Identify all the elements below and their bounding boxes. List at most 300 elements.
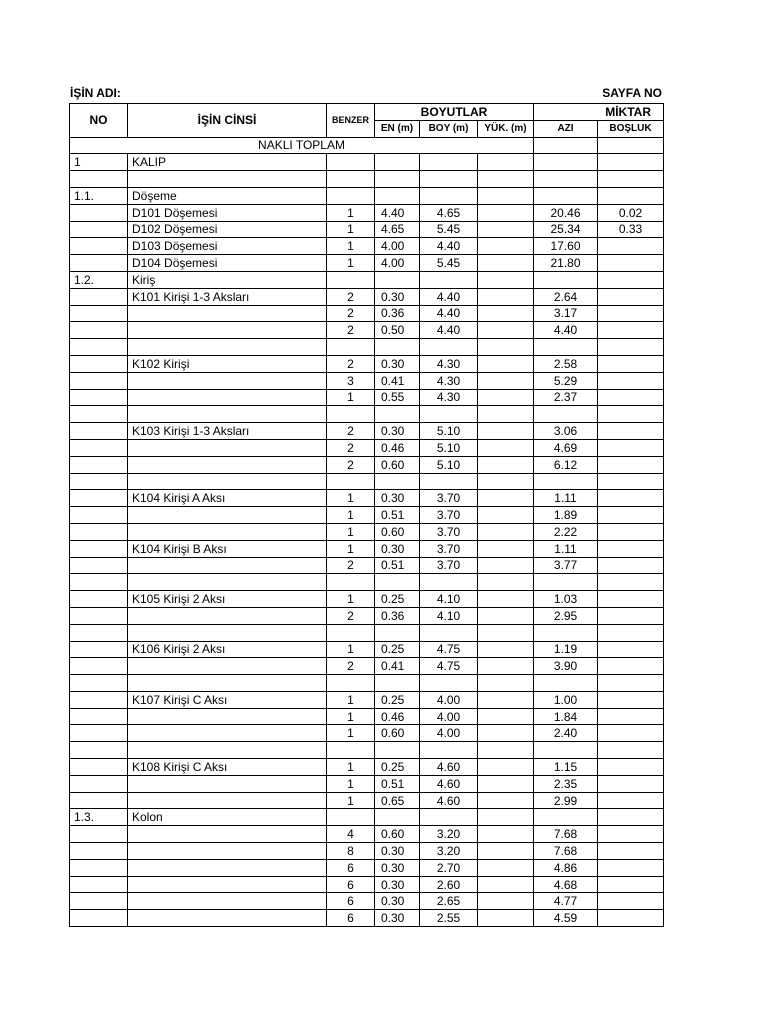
cell-quantity-net: 1.84 [534,708,598,725]
cell-height [478,255,534,272]
cell-no [70,221,128,238]
cell-height [478,775,534,792]
cell-quantity-net [534,171,598,188]
cell-gap [598,691,664,708]
cell-similar: 1 [327,221,375,238]
cell-length: 5.10 [420,439,478,456]
cell-work-type [128,557,327,574]
cell-width: 0.51 [375,557,420,574]
cell-quantity-net [534,742,598,759]
page-no-label: SAYFA NO [602,86,662,100]
cell-quantity-net: 4.40 [534,322,598,339]
cell-similar [327,271,375,288]
cell-width: 0.41 [375,658,420,675]
cell-gap [598,288,664,305]
cell-gap [598,725,664,742]
table-row [70,876,664,893]
table-row [70,271,664,288]
cell-quantity-net [534,473,598,490]
cell-height [478,641,534,658]
cell-no [70,238,128,255]
cell-quantity-net: 1.11 [534,490,598,507]
cell-no [70,507,128,524]
cell-width: 4.65 [375,221,420,238]
cell-quantity-net: 25.34 [534,221,598,238]
table-row [70,456,664,473]
table-row [70,574,664,591]
cell-similar: 1 [327,591,375,608]
table-row [70,473,664,490]
cell-height [478,725,534,742]
table-row [70,607,664,624]
cell-gap [598,742,664,759]
cell-gap [598,339,664,356]
cell-width [375,187,420,204]
cell-width: 0.25 [375,641,420,658]
cell-height [478,675,534,692]
cell-gap [598,910,664,927]
cell-quantity-net: 2.58 [534,355,598,372]
cell-no [70,540,128,557]
cell-height [478,859,534,876]
cell-similar: 2 [327,439,375,456]
cell-no [70,675,128,692]
cell-height [478,439,534,456]
cell-length: 4.60 [420,792,478,809]
cell-width: 0.30 [375,288,420,305]
table-row [70,742,664,759]
cell-no [70,322,128,339]
cell-no [70,607,128,624]
cell-quantity-net: 1.11 [534,540,598,557]
cell-width: 0.46 [375,708,420,725]
cell-length: 5.10 [420,456,478,473]
cell-similar: 4 [327,826,375,843]
cell-height [478,507,534,524]
cell-width: 0.55 [375,389,420,406]
cell-similar: 2 [327,305,375,322]
cell-work-type [128,389,327,406]
cell-gap [598,641,664,658]
cell-width: 0.30 [375,540,420,557]
cell-height [478,204,534,221]
cell-width: 0.25 [375,691,420,708]
cell-no [70,389,128,406]
cell-quantity-net: 1.00 [534,691,598,708]
cell-quantity-net: 3.06 [534,423,598,440]
table-row [70,826,664,843]
cell-width: 0.30 [375,859,420,876]
cell-height [478,154,534,171]
cell-work-type: KALIP [128,154,327,171]
cell-similar [327,473,375,490]
cell-similar: 2 [327,658,375,675]
cell-quantity-net [534,154,598,171]
cell-length [420,406,478,423]
cell-gap [598,792,664,809]
cell-no [70,775,128,792]
cell-length: 4.30 [420,372,478,389]
cell-quantity-net [534,675,598,692]
cell-similar: 1 [327,540,375,557]
cell-height [478,271,534,288]
cell-no [70,843,128,860]
cell-width: 0.51 [375,775,420,792]
cell-no [70,859,128,876]
cell-gap: 0.33 [598,221,664,238]
cell-similar [327,675,375,692]
cell-height [478,406,534,423]
cell-work-type [128,507,327,524]
table-row [70,893,664,910]
cell-similar: 1 [327,641,375,658]
cell-height [478,607,534,624]
cell-similar: 6 [327,893,375,910]
cell-work-type: K104 Kirişi B Aksı [128,540,327,557]
cell-no [70,456,128,473]
cell-work-type [128,574,327,591]
cell-no [70,893,128,910]
cell-length: 5.45 [420,255,478,272]
table-row [70,809,664,826]
cell-no [70,171,128,188]
table-row [70,591,664,608]
cell-no [70,204,128,221]
cell-quantity-net: 2.99 [534,792,598,809]
cell-similar: 3 [327,372,375,389]
cell-height [478,910,534,927]
cell-gap [598,557,664,574]
cell-similar [327,624,375,641]
cell-length [420,574,478,591]
cell-length: 3.70 [420,540,478,557]
cell-length: 5.45 [420,221,478,238]
col-header-length: BOY (m) [420,120,478,137]
cell-gap [598,540,664,557]
cell-no [70,792,128,809]
cell-width: 0.60 [375,456,420,473]
cell-height [478,355,534,372]
cell-height [478,893,534,910]
cell-no: 1.3. [70,809,128,826]
cell-work-type [128,473,327,490]
job-name-label: İŞİN ADI: [70,86,121,100]
cell-quantity-net [534,339,598,356]
cell-width [375,154,420,171]
cell-height [478,456,534,473]
cell-length: 3.70 [420,523,478,540]
cell-similar: 1 [327,708,375,725]
cell-quantity-net: 1.89 [534,507,598,524]
cell-height [478,624,534,641]
cell-gap [598,322,664,339]
cell-work-type [128,876,327,893]
cell-height [478,322,534,339]
table-row [70,540,664,557]
cell-quantity-net: 7.68 [534,826,598,843]
cell-width [375,171,420,188]
cell-height [478,742,534,759]
table-row [70,322,664,339]
cell-gap [598,456,664,473]
cell-quantity-net: 2.95 [534,607,598,624]
cell-quantity-net: 4.77 [534,893,598,910]
cell-gap [598,658,664,675]
cell-no [70,826,128,843]
cell-gap [598,607,664,624]
cell-similar: 1 [327,238,375,255]
cell-similar: 1 [327,759,375,776]
cell-width: 0.36 [375,305,420,322]
cell-width: 0.41 [375,372,420,389]
cell-gap [598,423,664,440]
cell-quantity-net: 17.60 [534,238,598,255]
cell-no [70,691,128,708]
table-row [70,507,664,524]
cell-quantity-net: 2.22 [534,523,598,540]
cell-height [478,658,534,675]
cell-work-type: D101 Döşemesi [128,204,327,221]
table-row [70,305,664,322]
cell-similar: 2 [327,322,375,339]
cell-height [478,305,534,322]
cell-gap [598,439,664,456]
cell-gap [598,708,664,725]
cell-height [478,574,534,591]
cell-work-type: D102 Döşemesi [128,221,327,238]
cell-length: 4.60 [420,775,478,792]
cell-height [478,171,534,188]
carried-total-label: NAKLI TOPLAM [70,137,534,154]
cell-work-type [128,859,327,876]
cell-quantity-net [534,187,598,204]
cell-height [478,557,534,574]
cell-height [478,473,534,490]
cell-similar: 1 [327,775,375,792]
cell-height [478,238,534,255]
table-row [70,792,664,809]
cell-gap [598,372,664,389]
cell-height [478,809,534,826]
cell-quantity-net: 1.15 [534,759,598,776]
cell-gap [598,843,664,860]
table-row [70,339,664,356]
cell-work-type [128,893,327,910]
cell-height [478,691,534,708]
cell-length [420,809,478,826]
col-header-width: EN (m) [375,120,420,137]
cell-similar: 6 [327,910,375,927]
cell-height [478,843,534,860]
cell-quantity-net [534,574,598,591]
cell-quantity-net: 3.90 [534,658,598,675]
cell-similar: 2 [327,288,375,305]
cell-length [420,339,478,356]
cell-work-type: K105 Kirişi 2 Aksı [128,591,327,608]
cell-height [478,490,534,507]
cell-quantity-net: 2.37 [534,389,598,406]
table-body [70,154,664,927]
cell-length: 4.40 [420,238,478,255]
table-row [70,406,664,423]
cell-length: 3.70 [420,490,478,507]
cell-similar: 2 [327,423,375,440]
cell-work-type: Döşeme [128,187,327,204]
cell-length: 3.20 [420,826,478,843]
cell-no [70,255,128,272]
cell-work-type: K101 Kirişi 1-3 Aksları [128,288,327,305]
col-header-similar: BENZER [327,104,375,138]
cell-no [70,876,128,893]
cell-work-type [128,624,327,641]
cell-work-type [128,523,327,540]
cell-work-type [128,675,327,692]
carried-total-azi [534,137,598,154]
cell-quantity-net: 7.68 [534,843,598,860]
cell-width: 0.60 [375,826,420,843]
cell-quantity-net: 3.17 [534,305,598,322]
cell-length: 4.30 [420,355,478,372]
cell-width: 4.00 [375,238,420,255]
cell-height [478,826,534,843]
cell-work-type: K103 Kirişi 1-3 Aksları [128,423,327,440]
table-row [70,389,664,406]
cell-similar: 1 [327,490,375,507]
cell-work-type [128,826,327,843]
cell-width [375,624,420,641]
cell-length: 2.55 [420,910,478,927]
cell-gap [598,238,664,255]
cell-no [70,355,128,372]
col-header-dimensions: BOYUTLAR [375,104,534,121]
cell-work-type [128,775,327,792]
cell-gap [598,187,664,204]
cell-work-type [128,305,327,322]
col-header-height: YÜK. (m) [478,120,534,137]
table-row [70,658,664,675]
cell-work-type: K107 Kirişi C Aksı [128,691,327,708]
cell-quantity-net: 21.80 [534,255,598,272]
cell-width: 0.60 [375,725,420,742]
cell-similar: 6 [327,859,375,876]
table-row [70,372,664,389]
carried-total-row [70,137,664,154]
cell-no [70,557,128,574]
cell-no [70,658,128,675]
table-row [70,187,664,204]
carried-total-bosluk [598,137,664,154]
cell-height [478,591,534,608]
cell-length: 4.40 [420,322,478,339]
cell-quantity-net: 4.69 [534,439,598,456]
table-row [70,675,664,692]
cell-length: 4.10 [420,607,478,624]
cell-length: 3.70 [420,507,478,524]
cell-length [420,742,478,759]
cell-width: 0.36 [375,607,420,624]
cell-length: 4.00 [420,691,478,708]
table-row [70,557,664,574]
cell-width: 0.51 [375,507,420,524]
cell-no [70,574,128,591]
cell-gap [598,574,664,591]
table-row [70,255,664,272]
cell-length: 2.70 [420,859,478,876]
cell-gap [598,826,664,843]
cell-length: 4.60 [420,759,478,776]
cell-similar: 1 [327,389,375,406]
cell-quantity-net: 2.40 [534,725,598,742]
cell-width: 4.00 [375,255,420,272]
cell-similar: 2 [327,456,375,473]
cell-no [70,288,128,305]
table-row [70,641,664,658]
cell-similar [327,154,375,171]
cell-height [478,876,534,893]
cell-length: 4.75 [420,658,478,675]
cell-height [478,523,534,540]
cell-gap [598,876,664,893]
sheet-header [70,86,662,102]
cell-width: 0.30 [375,876,420,893]
table-row [70,439,664,456]
cell-no: 1.1. [70,187,128,204]
cell-quantity-net: 1.03 [534,591,598,608]
cell-gap [598,154,664,171]
cell-no [70,305,128,322]
table-row [70,221,664,238]
cell-length: 4.30 [420,389,478,406]
cell-length: 4.75 [420,641,478,658]
cell-quantity-net [534,271,598,288]
cell-gap [598,490,664,507]
cell-gap [598,271,664,288]
cell-similar: 1 [327,725,375,742]
col-header-gap: BOŞLUK [598,120,664,137]
cell-no [70,591,128,608]
cell-similar: 6 [327,876,375,893]
cell-work-type: K104 Kirişi A Aksı [128,490,327,507]
table-row [70,624,664,641]
cell-height [478,221,534,238]
cell-length [420,675,478,692]
cell-gap [598,171,664,188]
cell-no [70,473,128,490]
cell-work-type: K106 Kirişi 2 Aksı [128,641,327,658]
cell-width [375,742,420,759]
cell-gap [598,775,664,792]
cell-width: 0.25 [375,759,420,776]
cell-no [70,439,128,456]
cell-work-type [128,910,327,927]
cell-length: 2.65 [420,893,478,910]
cell-similar [327,809,375,826]
cell-no [70,372,128,389]
cell-length: 3.20 [420,843,478,860]
cell-height [478,708,534,725]
cell-quantity-net: 4.68 [534,876,598,893]
cell-work-type [128,439,327,456]
cell-width: 0.60 [375,523,420,540]
cell-width: 4.40 [375,204,420,221]
cell-gap [598,591,664,608]
cell-similar: 1 [327,204,375,221]
cell-quantity-net: 2.35 [534,775,598,792]
cell-height [478,288,534,305]
cell-similar [327,339,375,356]
cell-quantity-net: 6.12 [534,456,598,473]
cell-width: 0.30 [375,843,420,860]
